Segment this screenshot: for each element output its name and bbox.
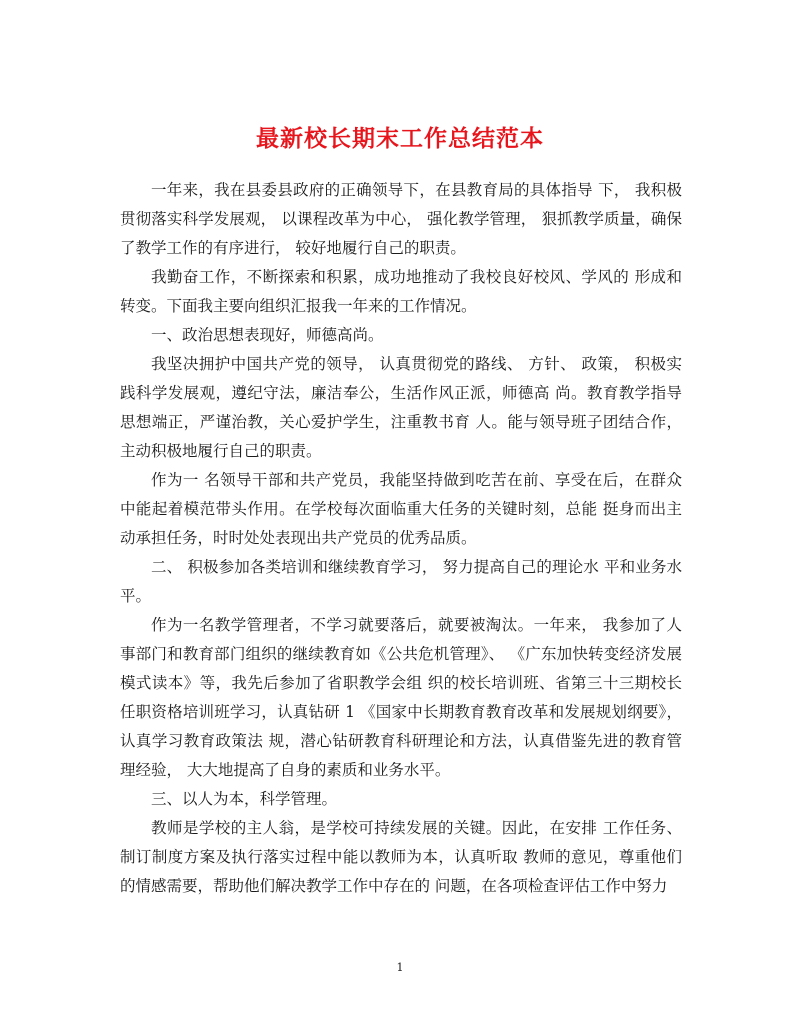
page-number: 1 bbox=[396, 961, 404, 974]
paragraph: 一年来，我在县委县政府的正确领导下，在县教育局的具体指导 下， 我积极贯彻落实科学发展观， 以课程改革为中心， 强化教学管理， 狠抓教学质量，确保了教学工作的有序进行， 较好地履行自己的职责。 bbox=[120, 181, 682, 257]
paragraph: 作为一 名领导干部和共产党员，我能坚持做到吃苦在前、享受在后，在群众中能起着模范带头作用。在学校每次面临重大任务的关键时刻，总能 挺身而出主动承担任务，时时处处表现出共产党员的优秀品质。 bbox=[120, 471, 682, 547]
section-heading: 三、以人为本，科学管理。 bbox=[151, 790, 338, 808]
document-title: 最新校长期末工作总结范本 bbox=[256, 125, 544, 153]
paragraph: 我勤奋工作，不断探索和积累，成功地推动了我校良好校风、学风的 形成和转变。下面我主要向组织汇报我一年来的工作情况。 bbox=[120, 268, 682, 315]
section-heading: 一、政治思想表现好，师德高尚。 bbox=[151, 326, 384, 344]
document-body bbox=[120, 176, 682, 901]
paragraph: 作为一名教学管理者，不学习就要落后，就要被淘汰。一年来， 我参加了人事部门和教育部门组织的继续教育如《公共危机管理》、 《广东加快转变经济发展模式读本》等，我先后参加了省职教学会组 织的校长培训班、省第三十三期校长任职资格培训班学习，认真钻研 1 《国家中长期教育教育改革和发展规划纲要》，认真学习教育政策法 规，潜心钻研教育科研理论和方法，认真借鉴先进的教育管理经验， 大大地提高了自身的素质和业务水平。 bbox=[120, 616, 682, 779]
paragraph: 我坚决拥护中国共产党的领导， 认真贯彻党的路线、 方针、 政策， 积极实践科学发展观，遵纪守法，廉洁奉公，生活作风正派，师德高 尚。教育教学指导思想端正，严谨治教，关心爱护学生，注重教书育 人。能与领导班子团结合作，主动积极地履行自己的职责。 bbox=[120, 355, 682, 460]
section-heading: 二、 积极参加各类培训和继续教育学习， 努力提高自己的理论水 平和业务水平。 bbox=[120, 558, 682, 605]
paragraph: 教师是学校的主人翁，是学校可持续发展的关键。因此，在安排 工作任务、制订制度方案及执行落实过程中能以教师为本，认真听取 教师的意见，尊重他们的情感需要，帮助他们解决教学工作中存在的 问题，在各项检查评估工作中努力 bbox=[120, 819, 682, 895]
